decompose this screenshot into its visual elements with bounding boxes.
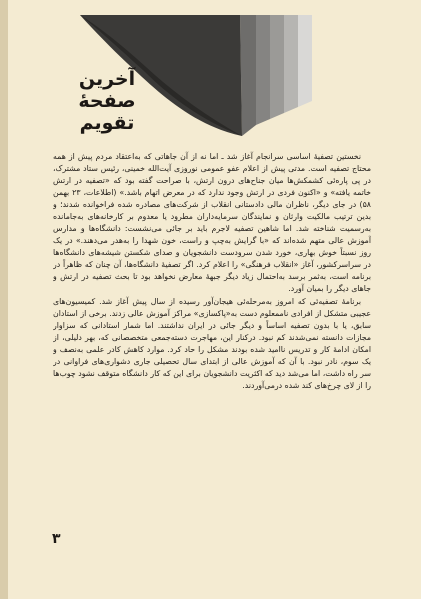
page-number: ۳ [52,531,61,547]
article-paragraph: برنامهٔ تصفیه‌ئی که امروز به‌مرحله‌ئی هیجان‌آور رسیده از سال پیش آغاز شد. کمیسیون‌های عجیبی متشکل از افرادی ناممعلوم دست به«پاکسازی» مراکز آموزش عالی زدند. برخی از استادان سابق، یا با بدون تصفیه اساساً و دیگر جائی در ایران نداشتند. اما شمار استادانی که سزاوار مجازات دانسته نمی‌شدند کم نبود. درکنار این، مهاجرت دسته‌جمعی متخصصانی که، بهر دلیلی، از امکان ادامهٔ کار و تدریس ناامید شده بودند مشکل را حاد کرد. موارد کاهش کادر علمی به‌نصف و یک سوم، نادر نبود. با آن که آموزش عالی از ابتدای سال تحصیلی جاری دشواری‌های فراوانی در سر راه داشت، اما می‌شد دید که اکثریت دانشجویان برای این که کار دانشگاه متوقف نشود چوب‌ها را از لای چرخ‌های کند شده درمی‌آوردند. [53,297,371,390]
title-line: صفحهٔ [78,90,136,112]
calendar-sheet-2 [256,15,270,125]
title-line: آخرین [78,68,136,90]
calendar-sheet-stack [240,15,312,136]
calendar-sheet-1 [240,15,256,136]
article-body [53,151,371,539]
calendar-sheet-4 [284,15,298,113]
title-line: تقویم [79,112,135,134]
page-title [76,68,138,134]
scan-edge [0,0,8,599]
calendar-sheet-3 [270,15,284,119]
calendar-sheet-5 [298,15,312,107]
article-paragraph: نخستین تصفیهٔ اساسی سرانجام آغاز شد ـ اما نه از آن جاهاتی که به‌اعتقاد مردم پیش از همه محتاج تصفیه است. مدتی پیش از اعلام عفو عمومی نوروزی آیت‌الله خمینی، رئیس ستاد مشترک، در پی پاره‌ئی کشمکش‌ها میان جناح‌های درون ارتش، با صراحت گفته بود که «تصفیه در ارتش خاتمه یافته» و «اکنون فردی در ارتش وجود ندارد که در معرض اتهام باشد.» (اطلاعات، ۲۳ بهمن ۵۸) در جای دیگر، ناظران مالی دادستانی انقلاب از شرکت‌های مصادره شده فراخوانده شدند؛ و بدین ترتیب مالکیت وارثان و نمایندگان سرمایه‌داران مطرود یا معدوم بر کارخانه‌های به‌جامانده به‌رسمیت شناخته شد. اما شاهین تصفیه لاجرم باید بر جائی می‌نشست: دانشگاه‌ها و مدارس آموزش عالی متهم شده‌اند که «با گرایش به‌چپ و راست، خون شهدا را به‌هدر می‌دهند.» در یک روز نسبتاً خوش بهاری، خورد شدن سرودست دانشجویان و صدای شکستن شیشه‌های دانشگاه‌ها در سراسرکشور، آغاز «انقلاب فرهنگی» را اعلام کرد. اگر تصفیهٔ دانشگاه‌ها، آن چنان که ظاهراً در برنامه است، به‌ثمر برسد به‌احتمال زیاد دیگر جبههٔ معارض نخواهد بود تا بحث تصفیه در ارتش و جاهای دیگر را بمیان آورد. [53,152,371,293]
